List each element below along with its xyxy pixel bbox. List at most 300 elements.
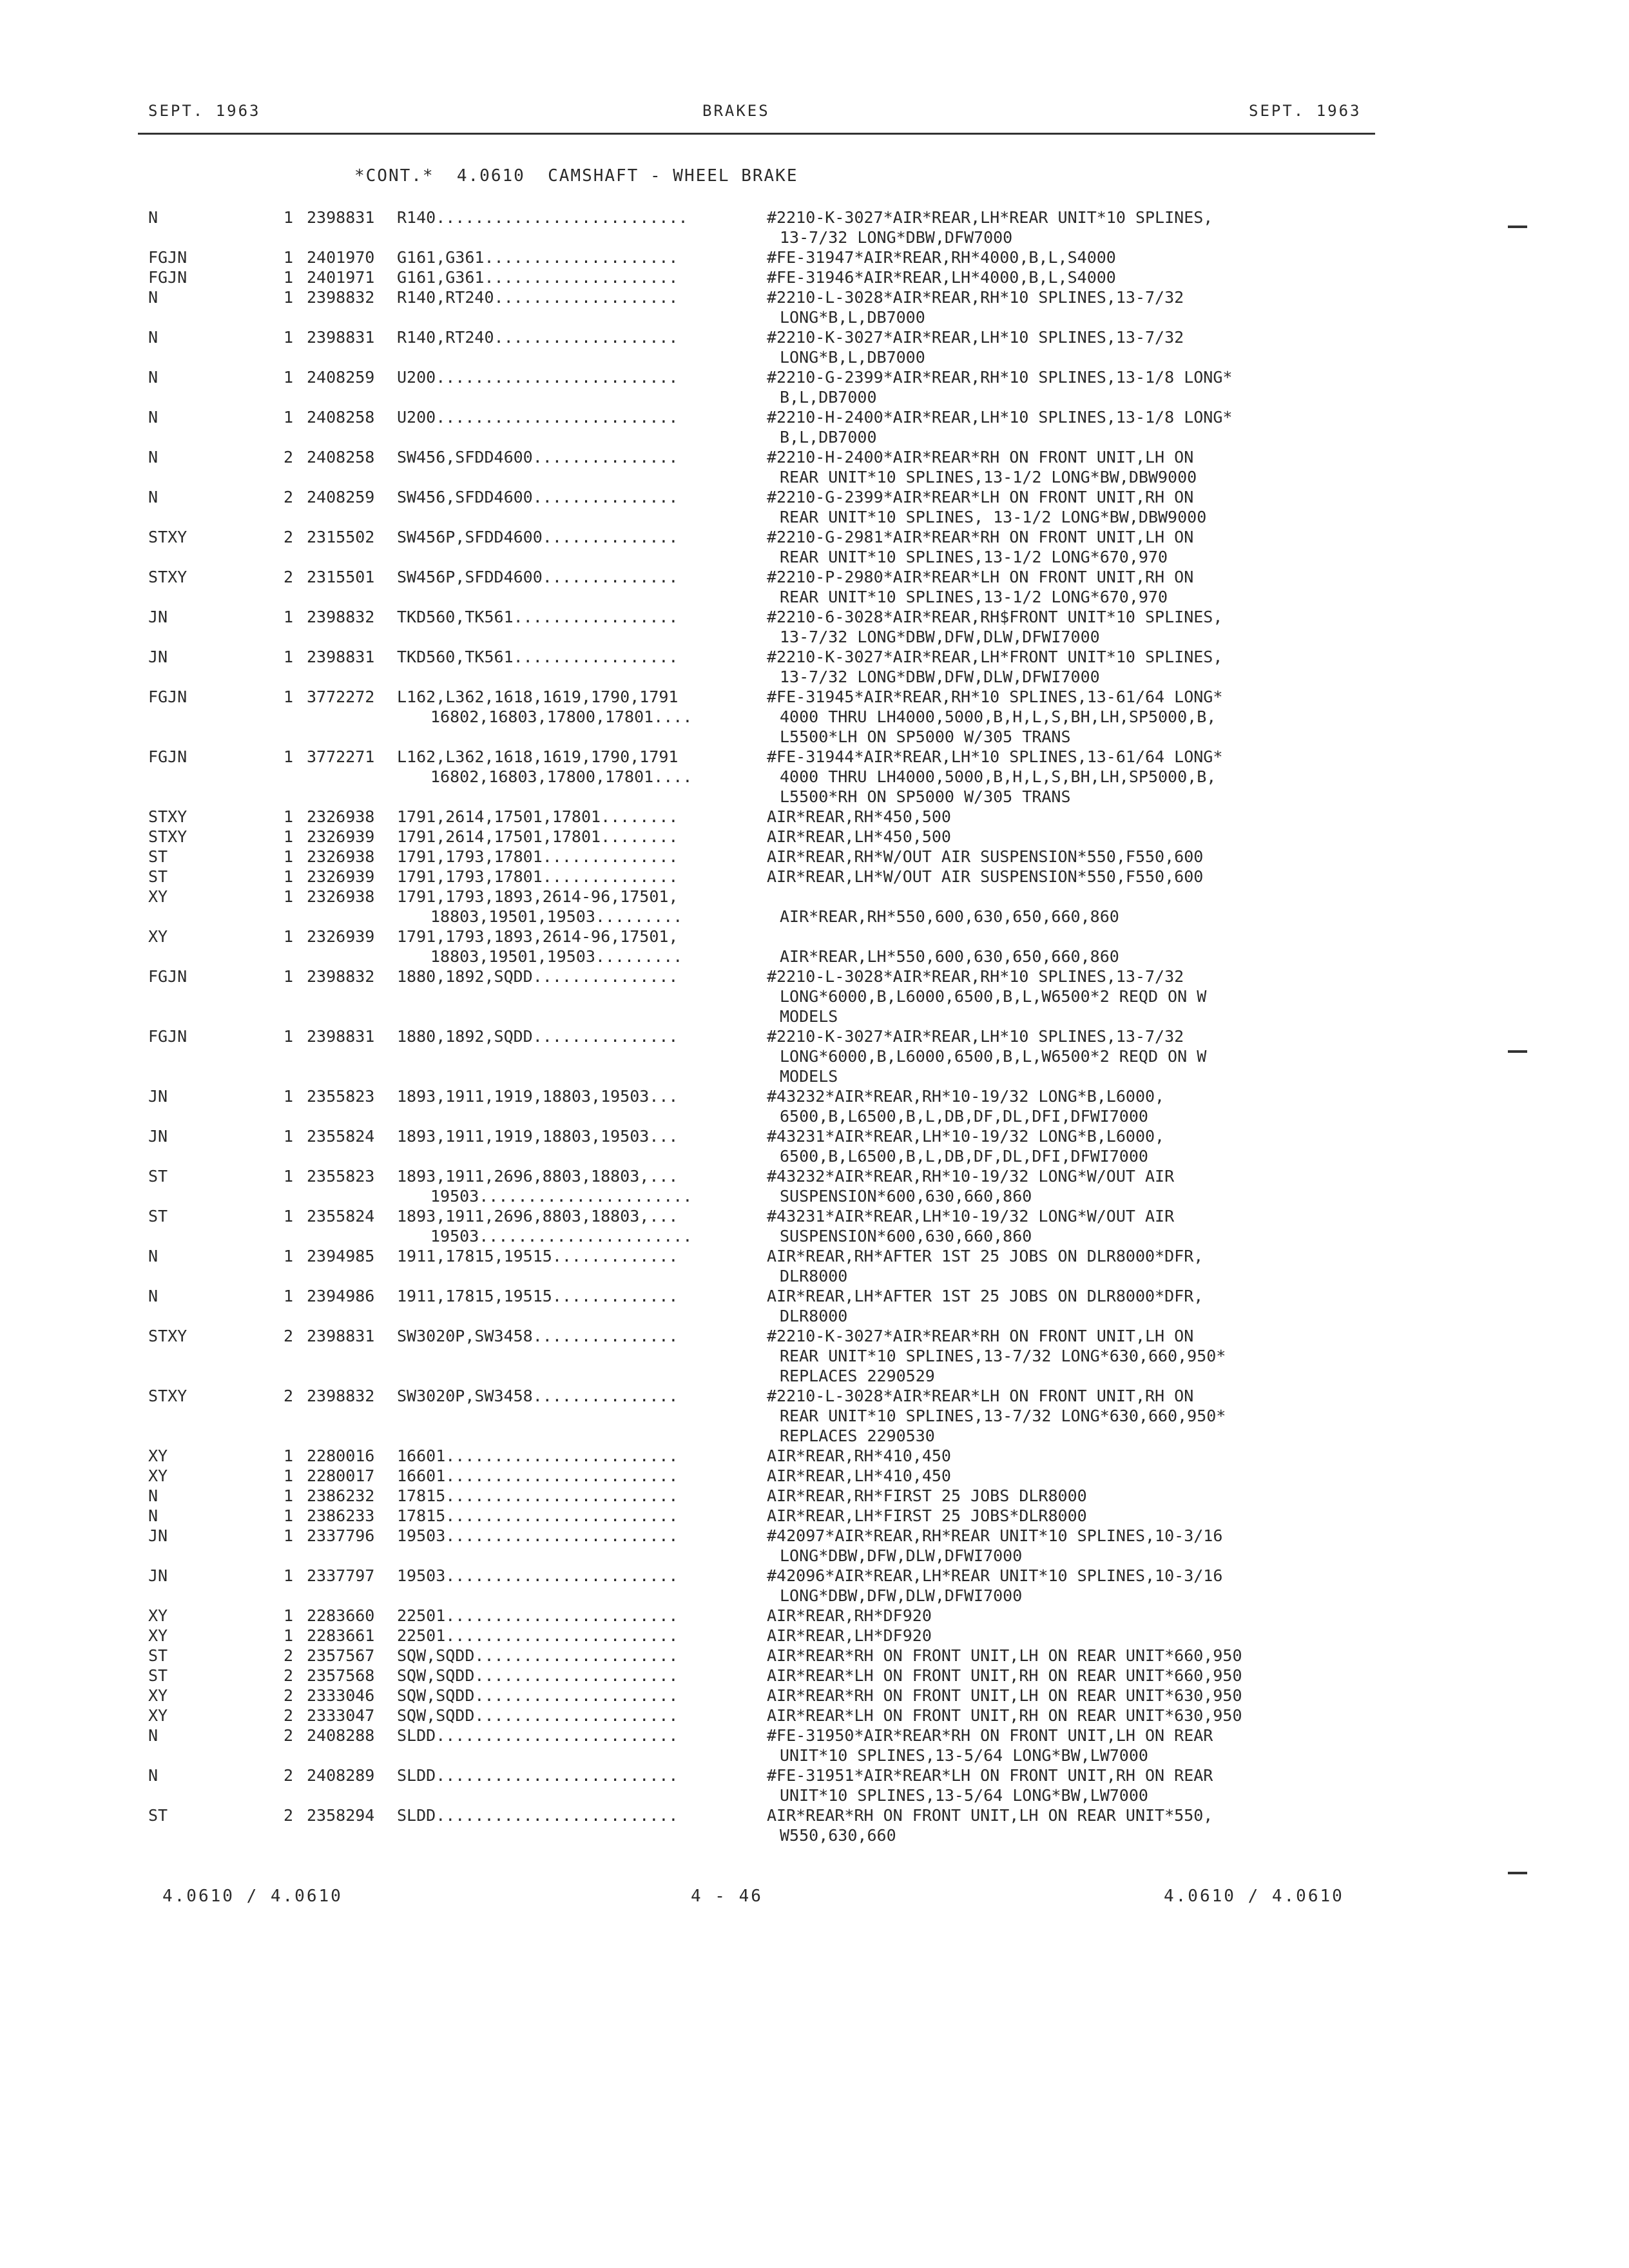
table-row [0,747,1629,807]
table-row [0,1126,1629,1166]
description: MODELS [780,1007,838,1026]
row-line [0,787,1629,807]
description: SUSPENSION*600,630,660,860 [780,1187,1032,1206]
model-list: SQW,SQDD..................... [397,1646,679,1665]
description: #2210-G-2399*AIR*REAR*LH ON FRONT UNIT,RH ON [767,488,1194,506]
table-row [0,607,1629,647]
quantity: 1 [284,328,294,347]
description: REAR UNIT*10 SPLINES,13-1/2 LONG*670,970 [780,548,1168,566]
quantity: 1 [284,967,294,986]
row-line [0,1506,1629,1526]
quantity: 1 [284,1167,294,1186]
quantity: 1 [284,747,294,766]
row-line [0,327,1629,347]
model-list: 17815........................ [397,1506,679,1525]
row-line [0,227,1629,247]
row-line [0,1366,1629,1386]
usage-code: FGJN [148,1027,188,1046]
model-list: SW3020P,SW3458............... [397,1327,679,1345]
row-line [0,647,1629,667]
margin-mark [1508,1872,1527,1874]
part-number: 2398832 [307,288,375,307]
model-list: R140,RT240................... [397,328,679,347]
description: L5500*RH ON SP5000 W/305 TRANS [780,787,1071,806]
quantity: 1 [284,248,294,267]
model-list: 1893,1911,2696,8803,18803,... [397,1167,679,1186]
part-number: 2386233 [307,1506,375,1525]
quantity: 2 [284,528,294,546]
part-number: 2358294 [307,1806,375,1825]
row-line [0,367,1629,387]
row-line [0,1226,1629,1246]
part-number: 2394985 [307,1247,375,1265]
usage-code: N [148,1726,159,1745]
table-row [0,1246,1629,1286]
model-list: 1880,1892,SQDD............... [397,1027,679,1046]
part-number: 2315502 [307,528,375,546]
usage-code: ST [148,1167,168,1186]
quantity: 1 [284,408,294,427]
usage-code: ST [148,1666,168,1685]
usage-code: N [148,1287,159,1305]
description: AIR*REAR,LH*AFTER 1ST 25 JOBS ON DLR8000*DFR, [767,1287,1204,1305]
part-number: 2326938 [307,847,375,866]
model-list: G161,G361.................... [397,268,679,287]
row-line [0,587,1629,607]
usage-code: N [148,1766,159,1785]
table-row [0,327,1629,367]
row-line [0,1286,1629,1306]
description: #2210-G-2981*AIR*REAR*RH ON FRONT UNIT,LH ON [767,528,1194,546]
model-list: U200......................... [397,368,679,387]
model-list: 16802,16803,17800,17801.... [430,767,693,786]
model-list: L162,L362,1618,1619,1790,1791 [397,687,679,706]
usage-code: ST [148,1646,168,1665]
table-row [0,1166,1629,1206]
description: LONG*6000,B,L6000,6500,B,L,W6500*2 REQD ON W [780,1047,1207,1066]
description: AIR*REAR,RH*450,500 [767,807,951,826]
table-row [0,1566,1629,1606]
row-line [0,667,1629,687]
row-line [0,1546,1629,1566]
description: #42097*AIR*REAR,RH*REAR UNIT*10 SPLINES,10-3/16 [767,1526,1223,1545]
usage-code: XY [148,1466,168,1485]
part-number: 2355823 [307,1087,375,1106]
row-line [0,966,1629,986]
usage-code: XY [148,1446,168,1465]
model-list: 17815........................ [397,1486,679,1505]
row-line [0,867,1629,887]
model-list: SLDD......................... [397,1726,679,1745]
quantity: 1 [284,867,294,886]
table-row [0,966,1629,1026]
description: AIR*REAR,LH*DF920 [767,1626,932,1645]
row-line [0,1526,1629,1546]
description: #2210-K-3027*AIR*REAR*RH ON FRONT UNIT,LH ON [767,1327,1194,1345]
description: AIR*REAR,RH*410,450 [767,1446,951,1465]
quantity: 2 [284,448,294,466]
model-list: 1791,2614,17501,17801........ [397,827,679,846]
usage-code: STXY [148,1387,188,1405]
row-line [0,487,1629,507]
usage-code: ST [148,1207,168,1225]
row-line [0,1126,1629,1146]
description: 13-7/32 LONG*DBW,DFW,DLW,DFWI7000 [780,628,1100,646]
usage-code: XY [148,887,168,906]
description: REPLACES 2290530 [780,1427,935,1445]
row-line [0,1765,1629,1785]
model-list: R140,RT240................... [397,288,679,307]
table-row [0,1286,1629,1326]
row-line [0,1446,1629,1466]
row-line [0,1066,1629,1086]
usage-code: N [148,408,159,427]
description: #FE-31944*AIR*REAR,LH*10 SPLINES,13-61/64 LONG* [767,747,1223,766]
part-number: 2355824 [307,1127,375,1146]
part-number: 2283661 [307,1626,375,1645]
model-list: 1791,1793,1893,2614-96,17501, [397,887,679,906]
row-line [0,287,1629,307]
model-list: 19503...................... [430,1227,693,1245]
description: B,L,DB7000 [780,388,877,407]
table-row [0,407,1629,447]
description: #FE-31945*AIR*REAR,RH*10 SPLINES,13-61/64 LONG* [767,687,1223,706]
table-row [0,1686,1629,1706]
row-line [0,507,1629,527]
model-list: 19503........................ [397,1526,679,1545]
model-list: 1893,1911,1919,18803,19503... [397,1127,679,1146]
part-number: 2333046 [307,1686,375,1705]
part-number: 2401970 [307,248,375,267]
part-number: 2333047 [307,1706,375,1725]
row-line [0,1825,1629,1845]
row-line [0,1166,1629,1186]
quantity: 1 [284,1127,294,1146]
description: #42096*AIR*REAR,LH*REAR UNIT*10 SPLINES,10-3/16 [767,1566,1223,1585]
usage-code: XY [148,1626,168,1645]
part-number: 2326938 [307,887,375,906]
row-line [0,707,1629,727]
model-list: SW456,SFDD4600............... [397,488,679,506]
table-row [0,527,1629,567]
table-row [0,1646,1629,1666]
description: REAR UNIT*10 SPLINES,13-7/32 LONG*630,660,950* [780,1407,1226,1425]
part-number: 2408258 [307,408,375,427]
description: 6500,B,L6500,B,L,DB,DF,DL,DFI,DFWI7000 [780,1147,1148,1166]
quantity: 2 [284,1646,294,1665]
quantity: 1 [284,1027,294,1046]
description: 6500,B,L6500,B,L,DB,DF,DL,DFI,DFWI7000 [780,1107,1148,1126]
table-row [0,267,1629,287]
part-number: 2398831 [307,328,375,347]
model-list: L162,L362,1618,1619,1790,1791 [397,747,679,766]
description: 4000 THRU LH4000,5000,B,H,L,S,BH,LH,SP5000,B, [780,767,1217,786]
part-number: 2357568 [307,1666,375,1685]
description: REAR UNIT*10 SPLINES, 13-1/2 LONG*BW,DBW9000 [780,508,1207,526]
table-row [0,487,1629,527]
description: LONG*B,L,DB7000 [780,348,925,367]
description: #FE-31947*AIR*REAR,RH*4000,B,L,S4000 [767,248,1116,267]
description: AIR*REAR,RH*FIRST 25 JOBS DLR8000 [767,1486,1087,1505]
description: #2210-H-2400*AIR*REAR,LH*10 SPLINES,13-1/8 LONG* [767,408,1233,427]
usage-code: XY [148,927,168,946]
table-row [0,1706,1629,1725]
usage-code: N [148,208,159,227]
usage-code: JN [148,1566,168,1585]
table-row [0,1666,1629,1686]
part-number: 2280017 [307,1466,375,1485]
quantity: 1 [284,1207,294,1225]
model-list: SQW,SQDD..................... [397,1666,679,1685]
model-list: 16601........................ [397,1466,679,1485]
margin-mark [1508,226,1527,228]
usage-code: N [148,488,159,506]
usage-code: N [148,1486,159,1505]
row-line [0,1666,1629,1686]
row-line [0,887,1629,907]
quantity: 1 [284,887,294,906]
model-list: R140.......................... [397,208,688,227]
part-number: 2408259 [307,488,375,506]
quantity: 1 [284,368,294,387]
model-list: 19503........................ [397,1566,679,1585]
part-number: 2326939 [307,827,375,846]
part-number: 2408258 [307,448,375,466]
usage-code: STXY [148,807,188,826]
model-list: SQW,SQDD..................... [397,1686,679,1705]
usage-code: JN [148,1526,168,1545]
quantity: 1 [284,1247,294,1265]
model-list: 18803,19501,19503......... [430,907,683,926]
part-number: 2283660 [307,1606,375,1625]
table-row [0,807,1629,827]
quantity: 1 [284,208,294,227]
quantity: 2 [284,1706,294,1725]
quantity: 2 [284,488,294,506]
row-line [0,447,1629,467]
description: LONG*B,L,DB7000 [780,308,925,327]
part-number: 2326939 [307,927,375,946]
description: AIR*REAR,RH*AFTER 1ST 25 JOBS ON DLR8000*DFR, [767,1247,1204,1265]
quantity: 1 [284,927,294,946]
row-line [0,907,1629,927]
model-list: SW456,SFDD4600............... [397,448,679,466]
description: #43232*AIR*REAR,RH*10-19/32 LONG*W/OUT AIR [767,1167,1175,1186]
usage-code: FGJN [148,967,188,986]
table-row [0,687,1629,747]
description: REAR UNIT*10 SPLINES,13-7/32 LONG*630,660,950* [780,1347,1226,1365]
row-line [0,947,1629,966]
quantity: 2 [284,1686,294,1705]
table-row [0,1765,1629,1805]
model-list: 1791,1793,17801.............. [397,847,679,866]
row-line [0,427,1629,447]
description: AIR*REAR*RH ON FRONT UNIT,LH ON REAR UNIT*660,950 [767,1646,1242,1665]
model-list: G161,G361.................... [397,248,679,267]
usage-code: FGJN [148,747,188,766]
description: B,L,DB7000 [780,428,877,447]
part-number: 2398832 [307,967,375,986]
usage-code: STXY [148,1327,188,1345]
usage-code: STXY [148,568,188,586]
description: MODELS [780,1067,838,1086]
row-line [0,1706,1629,1725]
description: #FE-31946*AIR*REAR,LH*4000,B,L,S4000 [767,268,1116,287]
table-row [0,287,1629,327]
description: #2210-L-3028*AIR*REAR,RH*10 SPLINES,13-7/32 [767,288,1184,307]
usage-code: XY [148,1706,168,1725]
description: LONG*6000,B,L6000,6500,B,L,W6500*2 REQD ON W [780,987,1207,1006]
table-row [0,887,1629,927]
quantity: 1 [284,1606,294,1625]
description: W550,630,660 [780,1826,896,1845]
description: #2210-K-3027*AIR*REAR,LH*10 SPLINES,13-7/32 [767,328,1184,347]
table-row [0,447,1629,487]
model-list: TKD560,TK561................. [397,648,679,666]
table-row [0,247,1629,267]
table-row [0,1626,1629,1646]
part-number: 2386232 [307,1486,375,1505]
description: AIR*REAR*RH ON FRONT UNIT,LH ON REAR UNIT*630,950 [767,1686,1242,1705]
description: REAR UNIT*10 SPLINES,13-1/2 LONG*BW,DBW9000 [780,468,1197,486]
quantity: 1 [284,1486,294,1505]
part-number: 2398832 [307,608,375,626]
part-number: 2408289 [307,1766,375,1785]
description: AIR*REAR,RH*550,600,630,650,660,860 [780,907,1119,926]
quantity: 1 [284,687,294,706]
row-line [0,1346,1629,1366]
quantity: 2 [284,1806,294,1825]
description: #43231*AIR*REAR,LH*10-19/32 LONG*B,L6000, [767,1127,1165,1146]
part-number: 2398832 [307,1387,375,1405]
quantity: 1 [284,847,294,866]
part-number: 2326939 [307,867,375,886]
row-line [0,1086,1629,1106]
description: #2210-H-2400*AIR*REAR*RH ON FRONT UNIT,LH ON [767,448,1194,466]
usage-code: XY [148,1686,168,1705]
row-line [0,1306,1629,1326]
quantity: 1 [284,1287,294,1305]
model-list: 19503...................... [430,1187,693,1206]
table-row [0,1725,1629,1765]
description: AIR*REAR,LH*W/OUT AIR SUSPENSION*550,F550,600 [767,867,1204,886]
part-number: 2398831 [307,1027,375,1046]
row-line [0,1686,1629,1706]
table-row [0,647,1629,687]
model-list: 22501........................ [397,1606,679,1625]
header-date-right: SEPT. 1963 [1249,102,1362,120]
model-list: 1911,17815,19515............. [397,1287,679,1305]
description: L5500*LH ON SP5000 W/305 TRANS [780,727,1071,746]
row-line [0,207,1629,227]
row-line [0,467,1629,487]
row-line [0,307,1629,327]
table-row [0,1526,1629,1566]
usage-code: XY [148,1606,168,1625]
description: LONG*DBW,DFW,DLW,DFWI7000 [780,1586,1023,1605]
quantity: 2 [284,568,294,586]
table-row [0,567,1629,607]
page-number: 4 - 46 [691,1887,763,1906]
part-number: 2408259 [307,368,375,387]
usage-code: FGJN [148,268,188,287]
quantity: 1 [284,1526,294,1545]
table-row [0,1086,1629,1126]
row-line [0,627,1629,647]
row-line [0,547,1629,567]
description: #2210-6-3028*AIR*REAR,RH$FRONT UNIT*10 SPLINES, [767,608,1223,626]
part-number: 2337797 [307,1566,375,1585]
row-line [0,1745,1629,1765]
part-number: 2401971 [307,268,375,287]
part-number: 3772272 [307,687,375,706]
table-row [0,1805,1629,1845]
row-line [0,1586,1629,1606]
part-number: 3772271 [307,747,375,766]
footer-section-ref-right: 4.0610 / 4.0610 [1164,1887,1344,1906]
quantity: 1 [284,1626,294,1645]
model-list: 16802,16803,17800,17801.... [430,707,693,726]
model-list: SW3020P,SW3458............... [397,1387,679,1405]
row-line [0,1805,1629,1825]
usage-code: JN [148,1087,168,1106]
usage-code: ST [148,1806,168,1825]
model-list: 18803,19501,19503......... [430,947,683,966]
description: #2210-L-3028*AIR*REAR*LH ON FRONT UNIT,RH ON [767,1387,1194,1405]
row-line [0,527,1629,547]
row-line [0,267,1629,287]
table-row [0,927,1629,966]
quantity: 1 [284,807,294,826]
quantity: 1 [284,648,294,666]
row-line [0,1426,1629,1446]
header-section-title: BRAKES [702,102,770,120]
row-line [0,247,1629,267]
description: REPLACES 2290529 [780,1367,935,1385]
usage-code: N [148,1247,159,1265]
model-list: 1880,1892,SQDD............... [397,967,679,986]
row-line [0,847,1629,867]
model-list: 1791,1793,17801.............. [397,867,679,886]
quantity: 1 [284,1466,294,1485]
row-line [0,1406,1629,1426]
part-number: 2355823 [307,1167,375,1186]
table-row [0,1506,1629,1526]
usage-code: FGJN [148,687,188,706]
row-line [0,567,1629,587]
description: UNIT*10 SPLINES,13-5/64 LONG*BW,LW7000 [780,1746,1148,1765]
description: AIR*REAR,LH*450,500 [767,827,951,846]
model-list: SLDD......................... [397,1766,679,1785]
row-line [0,1486,1629,1506]
row-line [0,827,1629,847]
description: AIR*REAR,RH*DF920 [767,1606,932,1625]
usage-code: ST [148,847,168,866]
row-line [0,347,1629,367]
row-line [0,1266,1629,1286]
description: SUSPENSION*600,630,660,860 [780,1227,1032,1245]
table-row [0,1326,1629,1386]
usage-code: N [148,288,159,307]
description: #43232*AIR*REAR,RH*10-19/32 LONG*B,L6000, [767,1087,1165,1106]
description: #2210-K-3027*AIR*REAR,LH*REAR UNIT*10 SPLINES, [767,208,1213,227]
row-line [0,1186,1629,1206]
header-date-left: SEPT. 1963 [148,102,261,120]
model-list: 1893,1911,2696,8803,18803,... [397,1207,679,1225]
row-line [0,927,1629,947]
description: UNIT*10 SPLINES,13-5/64 LONG*BW,LW7000 [780,1786,1148,1805]
model-list: TKD560,TK561................. [397,608,679,626]
